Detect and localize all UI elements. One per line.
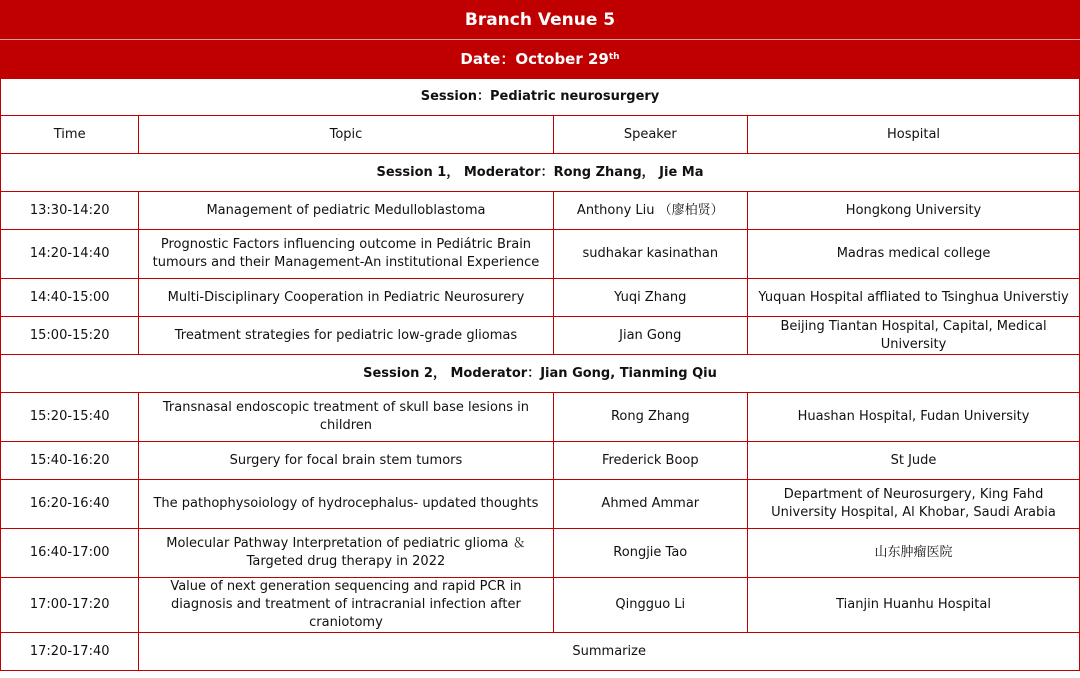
session1-moderator: Session 1， Moderator：Rong Zhang， Jie Ma [1,154,1080,192]
schedule-table [0,78,1080,671]
time-cell: 13:30-14:20 [1,192,139,230]
table-row [1,442,1080,480]
session2-moderator: Session 2， Moderator：Jian Gong, Tianming Qiu [1,355,1080,393]
session-title-row [1,79,1080,116]
table-row [1,192,1080,230]
topic-cell: Prognostic Factors influencing outcome in Pediátric Brain tumours and their Management-An institutional Experience [139,230,553,279]
session2-row [1,355,1080,393]
time-cell: 15:20-15:40 [1,393,139,442]
time-cell: 15:00-15:20 [1,317,139,355]
date-bar [0,40,1080,78]
venue-title [0,0,1080,40]
time-cell: 14:20-14:40 [1,230,139,279]
header-row [1,116,1080,154]
hospital-cell: Tianjin Huanhu Hospital [748,578,1080,633]
summarize-row [1,633,1080,671]
time-cell: 17:00-17:20 [1,578,139,633]
table-row [1,529,1080,578]
speaker-cell: Anthony Liu （廖柏贤） [553,192,748,230]
hospital-cell: St Jude [748,442,1080,480]
speaker-cell: Rongjie Tao [553,529,748,578]
speaker-cell: Jian Gong [553,317,748,355]
date-superscript: th [608,51,620,62]
time-cell: 16:40-17:00 [1,529,139,578]
hospital-cell: Beijing Tiantan Hospital, Capital, Medical University [748,317,1080,355]
col-header-hospital: Hospital [748,116,1080,154]
topic-cell: Surgery for focal brain stem tumors [139,442,553,480]
topic-cell: Molecular Pathway Interpretation of pediatric glioma ＆ Targeted drug therapy in 2022 [139,529,553,578]
table-row [1,279,1080,317]
time-cell: 15:40-16:20 [1,442,139,480]
speaker-cell: Yuqi Zhang [553,279,748,317]
hospital-cell: Yuquan Hospital affliated to Tsinghua Universtiy [748,279,1080,317]
speaker-cell: sudhakar kasinathan [553,230,748,279]
table-row [1,393,1080,442]
topic-cell: The pathophysoiology of hydrocephalus- updated thoughts [139,480,553,529]
hospital-cell: 山东肿瘤医院 [748,529,1080,578]
hospital-cell: Madras medical college [748,230,1080,279]
col-header-time: Time [1,116,139,154]
col-header-speaker: Speaker [553,116,748,154]
time-cell: 16:20-16:40 [1,480,139,529]
topic-cell: Treatment strategies for pediatric low-grade gliomas [139,317,553,355]
speaker-cell: Ahmed Ammar [553,480,748,529]
table-row [1,317,1080,355]
hospital-cell: Hongkong University [748,192,1080,230]
session1-row [1,154,1080,192]
table-row [1,578,1080,633]
time-cell: 14:40-15:00 [1,279,139,317]
topic-cell: Transnasal endoscopic treatment of skull base lesions in children [139,393,553,442]
topic-cell: Management of pediatric Medulloblastoma [139,192,553,230]
hospital-cell: Huashan Hospital, Fudan University [748,393,1080,442]
speaker-cell: Qingguo Li [553,578,748,633]
session-title: Session：Pediatric neurosurgery [1,79,1080,116]
speaker-cell: Frederick Boop [553,442,748,480]
table-row [1,480,1080,529]
hospital-cell: Department of Neurosurgery, King Fahd University Hospital, Al Khobar, Saudi Arabia [748,480,1080,529]
table-row [1,230,1080,279]
date-text: Date：October 29 [460,50,609,68]
col-header-topic: Topic [139,116,553,154]
topic-cell: Value of next generation sequencing and rapid PCR in diagnosis and treatment of intracranial infection after craniotomy [139,578,553,633]
summarize-label: Summarize [139,633,1080,671]
summarize-time: 17:20-17:40 [1,633,139,671]
speaker-cell: Rong Zhang [553,393,748,442]
topic-cell: Multi-Disciplinary Cooperation in Pediatric Neurosurery [139,279,553,317]
venue-title-text: Branch Venue 5 [464,9,616,30]
